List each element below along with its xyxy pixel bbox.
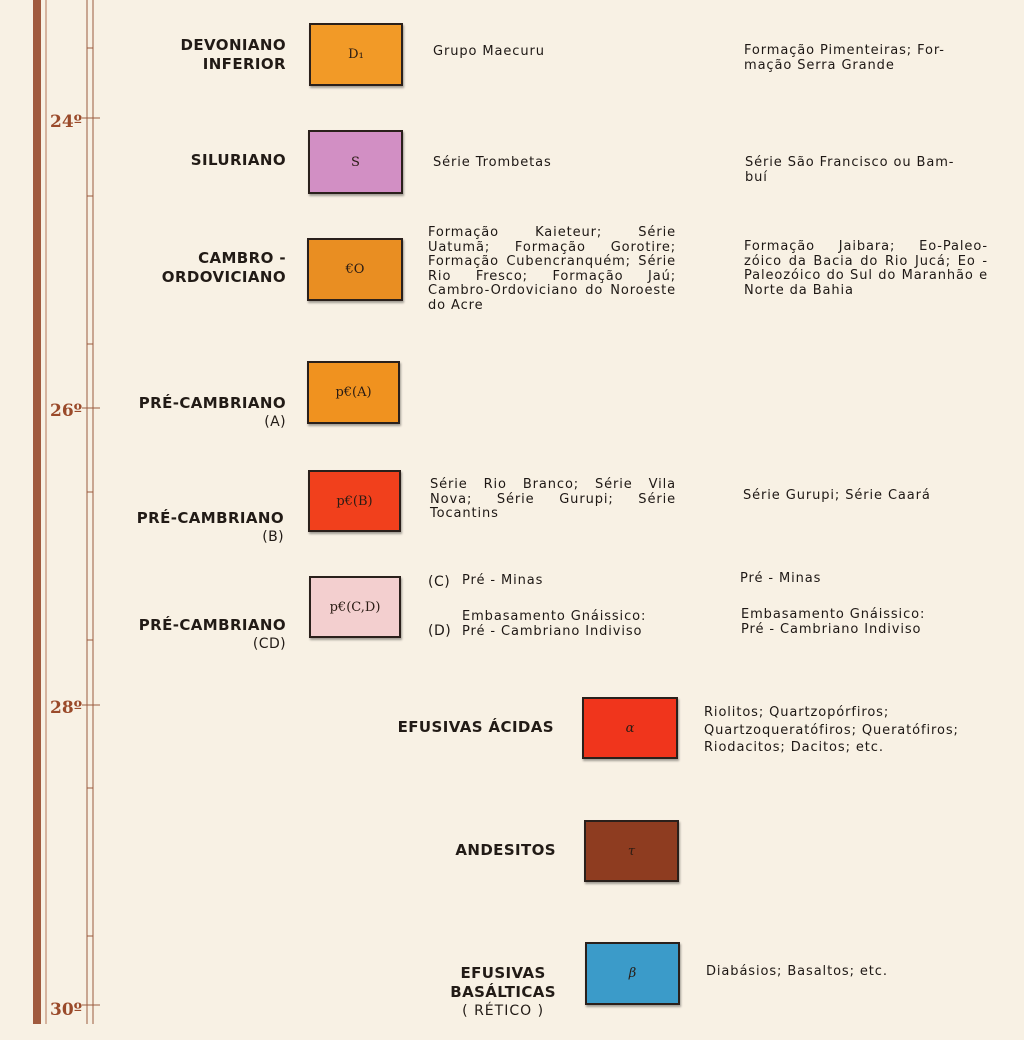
era-label-devoniano-inferior: DEVONIANO INFERIOR [180,36,286,73]
legend-swatch-devoniano-inferior [309,23,403,86]
era-subdivision: (CD) [252,636,286,652]
rock-label-andesitos: ANDESITOS [455,841,556,859]
map-symbol: τ [627,843,636,859]
era-label-pre-cambriano-b [137,490,284,566]
map-symbol: €O [345,262,365,277]
era-label-cambro-ordoviciano: CAMBRO - ORDOVICIANO [161,249,286,286]
legend-swatch-efusivas-acidas [582,697,678,759]
rock-label-efusivas-acidas: EFUSIVAS ÁCIDAS [397,718,554,736]
legend-swatch-efusivas-basalticas [585,942,680,1005]
era-name: PRÉ-CAMBRIANO [138,394,286,412]
latitude-label-28: 28º [50,698,83,718]
map-symbol: β [628,966,637,981]
description: Riolitos; Quartzopórfiros; Quartzoqueratófiros; Queratófiros; Riodacitos; Dacitos; etc. [704,705,959,755]
era-label-pre-cambriano-a [139,375,286,451]
map-symbol: S [351,154,360,170]
latitude-label-24: 24º [50,112,83,132]
rock-name: EFUSIVAS BASÁLTICAS [450,964,556,1001]
map-symbol: p€(A) [335,385,372,400]
description-col2: Série São Francisco ou Bam- buí [745,155,955,185]
era-label-pre-cambriano-cd [139,597,286,673]
subdivision-letter-d: (D) [428,623,452,639]
rock-label-efusivas-basalticas [450,945,556,1040]
description-col1: Série Rio Branco; Série Vila Nova; Série Gurupi; Série Tocantins [430,477,676,521]
legend-swatch-pre-cambriano-a [307,361,400,424]
legend-swatch-pre-cambriano-b [308,470,401,532]
latitude-label-26: 26º [50,401,83,421]
subdivision-letter-c: (C) [428,574,451,590]
description-col2: Formação Pimenteiras; For- mação Serra Grande [744,43,945,73]
description-col2: Formação Jaibara; Eo-Paleo- zóico da Bacia do Rio Jucá; Eo - Paleozóico do Sul do Maranhão e Norte da Bahia [744,239,988,298]
description-col1: Série Trombetas [433,155,552,170]
description-col2-c: Pré - Minas [740,571,822,586]
description-col2: Série Gurupi; Série Caará [743,488,931,503]
map-symbol: D₁ [348,47,364,62]
description-col1: Formação Kaieteur; Série Uatumã; Formação Gorotire; Formação Cubencranquém; Série Rio Fresco; Formação Jaú; Cambro-Ordoviciano do Noroeste do Acre [428,225,676,313]
legend-swatch-cambro-ordoviciano [307,238,403,301]
era-label-siluriano: SILURIANO [190,151,286,169]
description-col2-d: Embasamento Gnáissico: Pré - Cambriano Indiviso [741,607,926,637]
era-subdivision: (B) [262,529,284,545]
legend-swatch-siluriano [308,130,403,194]
era-name: PRÉ-CAMBRIANO [138,616,286,634]
map-symbol: p€(C,D) [329,599,381,615]
description-col1-d: Embasamento Gnáissico: Pré - Cambriano Indiviso [462,609,647,639]
era-subdivision: (A) [264,414,286,430]
rock-age: ( RÉTICO ) [462,1003,545,1019]
map-symbol: p€(B) [336,493,373,509]
map-symbol: α [625,720,635,736]
era-name: PRÉ-CAMBRIANO [136,509,284,527]
description-col1: Grupo Maecuru [433,44,545,59]
legend-swatch-pre-cambriano-cd [309,576,401,638]
latitude-label-30: 30º [50,1000,83,1020]
description: Diabásios; Basaltos; etc. [706,964,888,979]
legend-swatch-andesitos [584,820,679,882]
description-col1-c: Pré - Minas [462,573,544,588]
